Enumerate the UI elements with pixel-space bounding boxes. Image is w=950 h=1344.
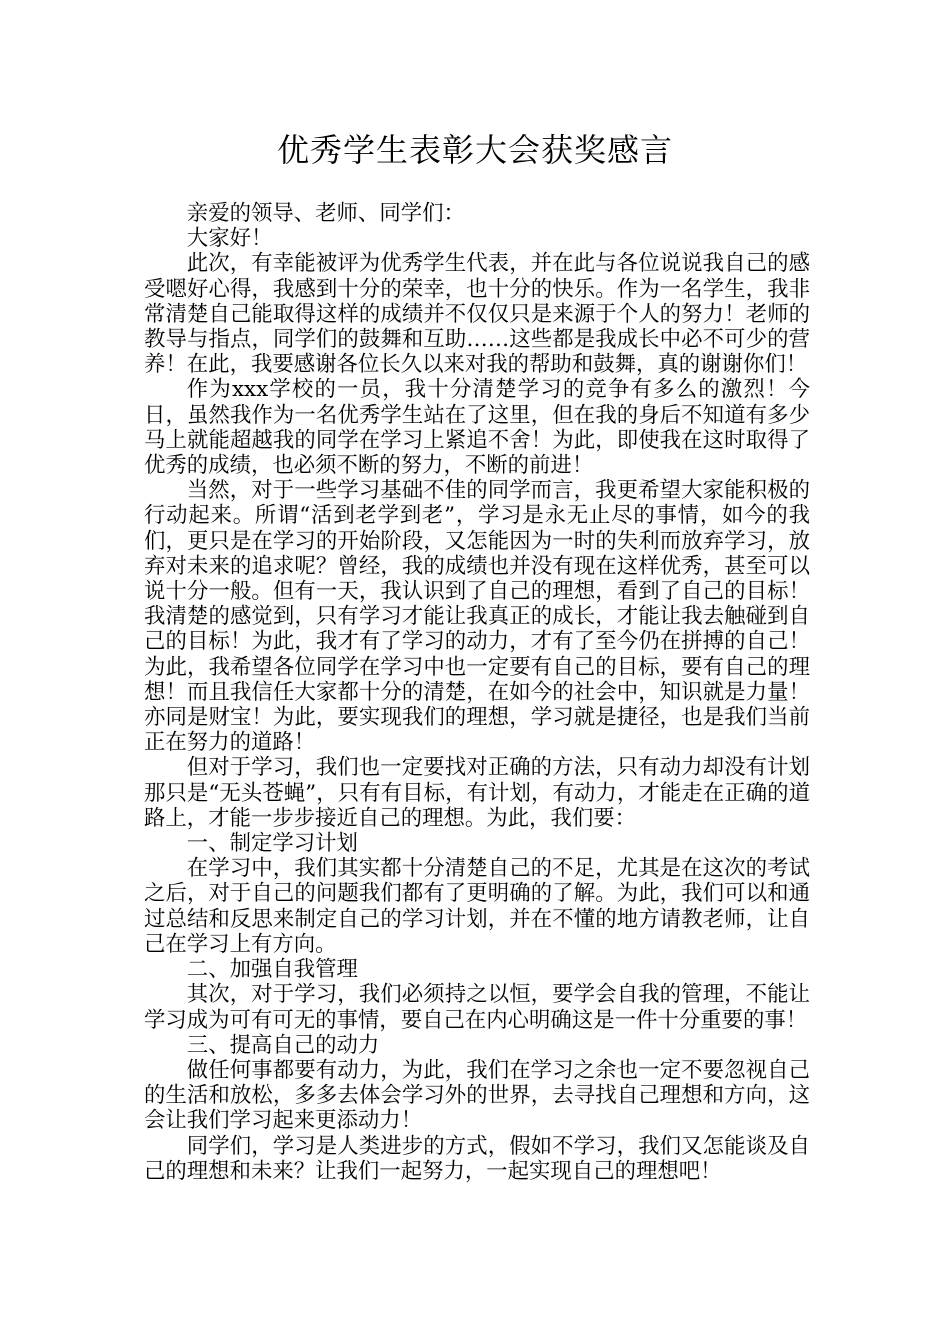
paragraph: 当然，对于一些学习基础不佳的同学而言，我更希望大家能积极的行动起来。所谓“活到老学到老”，学习是永无止尽的事情，如今的我们，更只是在学习的开始阶段，又怎能因为一时的失利而放弃学习，放弃对未来的追求呢？曾经，我的成绩也并没有现在这样优秀，甚至可以说十分一般。但有一天，我认识到了自己的理想，看到了自己的目标！我清楚的感觉到，只有学习才能让我真正的成长，才能让我去触碰到自己的目标！为此，我才有了学习的动力，才有了至今仍在拼搏的自己！为此，我希望各位同学在学习中也一定要有自己的目标，要有自己的理想！而且我信任大家都十分的清楚，在如今的社会中，知识就是力量！亦同是财宝！为此，要实现我们的理想，学习就是捷径，也是我们当前正在努力的道路！: [144, 478, 810, 756]
paragraph: 作为xxx学校的一员，我十分清楚学习的竞争有多么的激烈！今日，虽然我作为一名优秀学生站在了这里，但在我的身后不知道有多少马上就能超越我的同学在学习上紧追不舍！为此，即使我在这时取得了优秀的成绩，也必须不断的努力，不断的前进！: [144, 377, 810, 479]
paragraph: 在学习中，我们其实都十分清楚自己的不足，尤其是在这次的考试之后，对于自己的问题我们都有了更明确的了解。为此，我们可以和通过总结和反思来制定自己的学习计划，并在不懂的地方请教老师，让自己在学习上有方向。: [144, 856, 810, 957]
section-heading: 二、加强自我管理: [186, 957, 358, 983]
paragraph: 此次，有幸能被评为优秀学生代表，并在此与各位说说我自己的感受嗯好心得，我感到十分的荣幸，也十分的快乐。作为一名学生，我非常清楚自己能取得这样的成绩并不仅仅只是来源于个人的努力！老师的教导与指点，同学们的鼓舞和互助……这些都是我成长中必不可少的营养！在此，我要感谢各位长久以来对我的帮助和鼓舞，真的谢谢你们！: [144, 251, 810, 378]
paragraph-closing: 同学们，学习是人类进步的方式，假如不学习，我们又怎能谈及自己的理想和未来？让我们一起努力，一起实现自己的理想吧！: [144, 1133, 810, 1184]
document-title: 优秀学生表彰大会获奖感言: [276, 131, 673, 169]
section-heading: 三、提高自己的动力: [186, 1032, 380, 1058]
paragraph-greeting: 亲爱的领导、老师、同学们：: [186, 201, 465, 226]
document-body: [144, 201, 810, 1184]
paragraph: 其次，对于学习，我们必须持之以恒，要学会自我的管理，不能让学习成为可有可无的事情，要自己在内心明确这是一件十分重要的事！: [144, 982, 810, 1033]
paragraph-hello: 大家好！: [186, 226, 273, 252]
section-heading: 一、制定学习计划: [186, 831, 358, 857]
paragraph: 做任何事都要有动力，为此，我们在学习之余也一定不要忽视自己的生活和放松，多多去体会学习外的世界，去寻找自己理想和方向，这会让我们学习起来更添动力！: [144, 1057, 810, 1134]
paragraph: 但对于学习，我们也一定要找对正确的方法，只有动力却没有计划那只是“无头苍蝇”，只有有目标，有计划，有动力，才能走在正确的道路上，才能一步步接近自己的理想。为此，我们要：: [144, 755, 810, 831]
